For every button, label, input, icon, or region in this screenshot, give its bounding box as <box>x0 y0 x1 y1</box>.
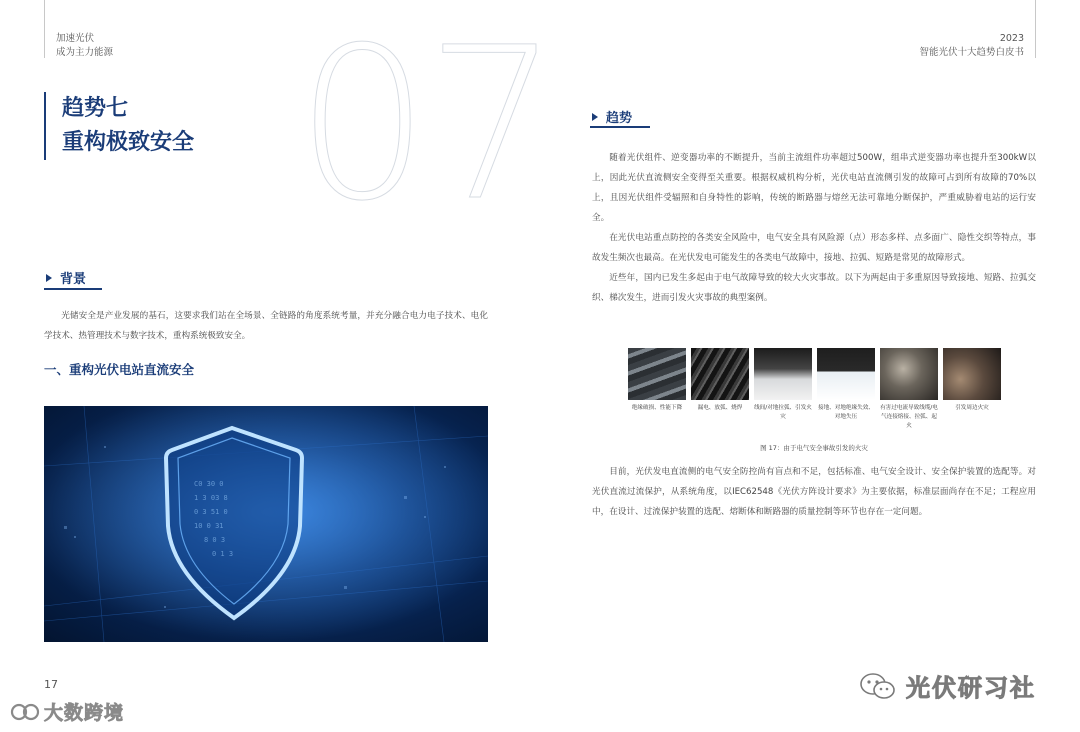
chapter-number: 07 <box>296 2 556 247</box>
chapter-title-line2: 重构极致安全 <box>62 130 195 155</box>
background-paragraph <box>44 306 488 346</box>
header-divider-right <box>1035 0 1036 58</box>
link-logo-icon <box>10 700 40 724</box>
watermark-left <box>10 698 124 725</box>
melted-connector-photo <box>880 348 938 400</box>
background-section-heading <box>46 268 86 287</box>
figure-panel-1 <box>628 348 686 413</box>
figure-panel-5 <box>880 348 938 431</box>
fire-accident-figure <box>628 348 1000 436</box>
watermark-right-text: 光伏研习社 <box>906 674 1036 702</box>
chapter-title-line1: 趋势七 <box>62 96 129 121</box>
figure-panel-4 <box>817 348 875 422</box>
svg-text:10 0 31: 10 0 31 <box>194 522 224 530</box>
arc-fault-photo <box>754 348 812 400</box>
wechat-icon <box>858 671 898 701</box>
damaged-cables-photo <box>628 348 686 400</box>
svg-text:C0 30 0: C0 30 0 <box>194 480 224 488</box>
figure-caption-6: 引发周边火灾 <box>955 405 989 411</box>
trend-section-label: 趋势 <box>606 111 633 126</box>
header-divider-left <box>44 0 45 58</box>
svg-text:0 1 3: 0 1 3 <box>212 550 234 558</box>
header-left-line2: 成为主力能源 <box>56 47 114 58</box>
subsection-title: 一、重构光伏电站直流安全 <box>44 362 195 377</box>
figure-caption-1: 绝缘破损、性能下降 <box>631 405 683 411</box>
figure-caption-5: 有害过电流导致线缆/电气连接熔接、拉弧、起火 <box>880 405 938 429</box>
header-left <box>56 32 113 60</box>
triangle-bullet-icon <box>592 113 598 121</box>
figure-panel-2 <box>691 348 749 413</box>
burned-wires-photo <box>691 348 749 400</box>
svg-text:8 0 3: 8 0 3 <box>204 536 226 544</box>
figure-caption-4: 接地、对地绝缘失效、对地失压 <box>818 405 874 420</box>
background-text: 光储安全是产业发展的基石，这要求我们站在全场景、全链路的角度系统考量，并充分融合电力电子技术、电化学技术、热管理技术与数字技术，重构系统极致安全。 <box>44 311 488 341</box>
svg-text:0 3 51 0: 0 3 51 0 <box>194 508 228 516</box>
figure-caption-2: 漏电、放弧、烧焊 <box>697 405 743 411</box>
trend-paragraph-3: 近些年，国内已发生多起由于电气故障导致的较大火灾事故。以下为两起由于多重原因导致接地、短路、拉弧交织、梯次发生，进而引发火灾事故的典型案例。 <box>592 273 1036 303</box>
chapter-title <box>44 92 194 160</box>
svg-text:1 3 03 8: 1 3 03 8 <box>194 494 228 502</box>
page-number: 17 <box>44 678 58 691</box>
trend-heading-underline <box>590 126 650 128</box>
watermark-right <box>858 668 1036 703</box>
watermark-left-text: 大数跨境 <box>44 702 125 724</box>
shield-illustration <box>44 406 488 642</box>
figure-panel-3 <box>754 348 812 422</box>
header-right-title: 智能光伏十大趋势白皮书 <box>919 47 1024 58</box>
insulation-test-photo <box>817 348 875 400</box>
background-heading-underline <box>44 288 102 290</box>
trend-section-heading <box>592 107 632 126</box>
header-left-line1: 加速光伏 <box>56 33 95 44</box>
security-shield-image <box>44 406 488 642</box>
closing-text: 目前，光伏发电直流侧的电气安全防控尚有盲点和不足，包括标准、电气安全设计、安全保护装置的选配等。对光伏直流过流保护，从系统角度，以IEC62548《光伏方阵设计要求》为主要依据，标准层面尚存在不足；工程应用中，在设计、过流保护装置的选配、熔断体和断路器的质量控制等环节也存在一定问题。 <box>592 467 1036 517</box>
background-section-label: 背景 <box>60 272 87 287</box>
figure-caption-3: 线间/对地拉弧、引发火灾 <box>754 405 812 420</box>
triangle-bullet-icon <box>46 274 52 282</box>
trend-paragraph-2: 在光伏电站重点防控的各类安全风险中，电气安全具有风险源（点）形态多样、点多面广、隐性交织等特点，事故发生频次也最高。在光伏发电可能发生的各类电气故障中，接地、拉弧、短路是常见的故障形式。 <box>592 233 1036 263</box>
header-right <box>919 32 1024 60</box>
trend-paragraph-1: 随着光伏组件、逆变器功率的不断提升，当前主流组件功率超过500W，组串式逆变器功率也提升至300kW以上，因此光伏直流侧安全变得至关重要。根据权威机构分析，光伏电站直流侧引发的故障可占到所有故障的70%以上，且因光伏组件受辐照和自身特性的影响，传统的断路器与熔丝无法可靠地分断保护，严重威胁着电站的运行安全。 <box>592 153 1036 223</box>
header-right-year: 2023 <box>999 33 1024 44</box>
trend-paragraphs <box>592 148 1036 308</box>
closing-paragraph <box>592 462 1036 522</box>
fire-scene-photo <box>943 348 1001 400</box>
figure-panel-6 <box>943 348 1001 413</box>
figure-title: 图 17：由于电气安全事故引发的火灾 <box>760 444 868 452</box>
